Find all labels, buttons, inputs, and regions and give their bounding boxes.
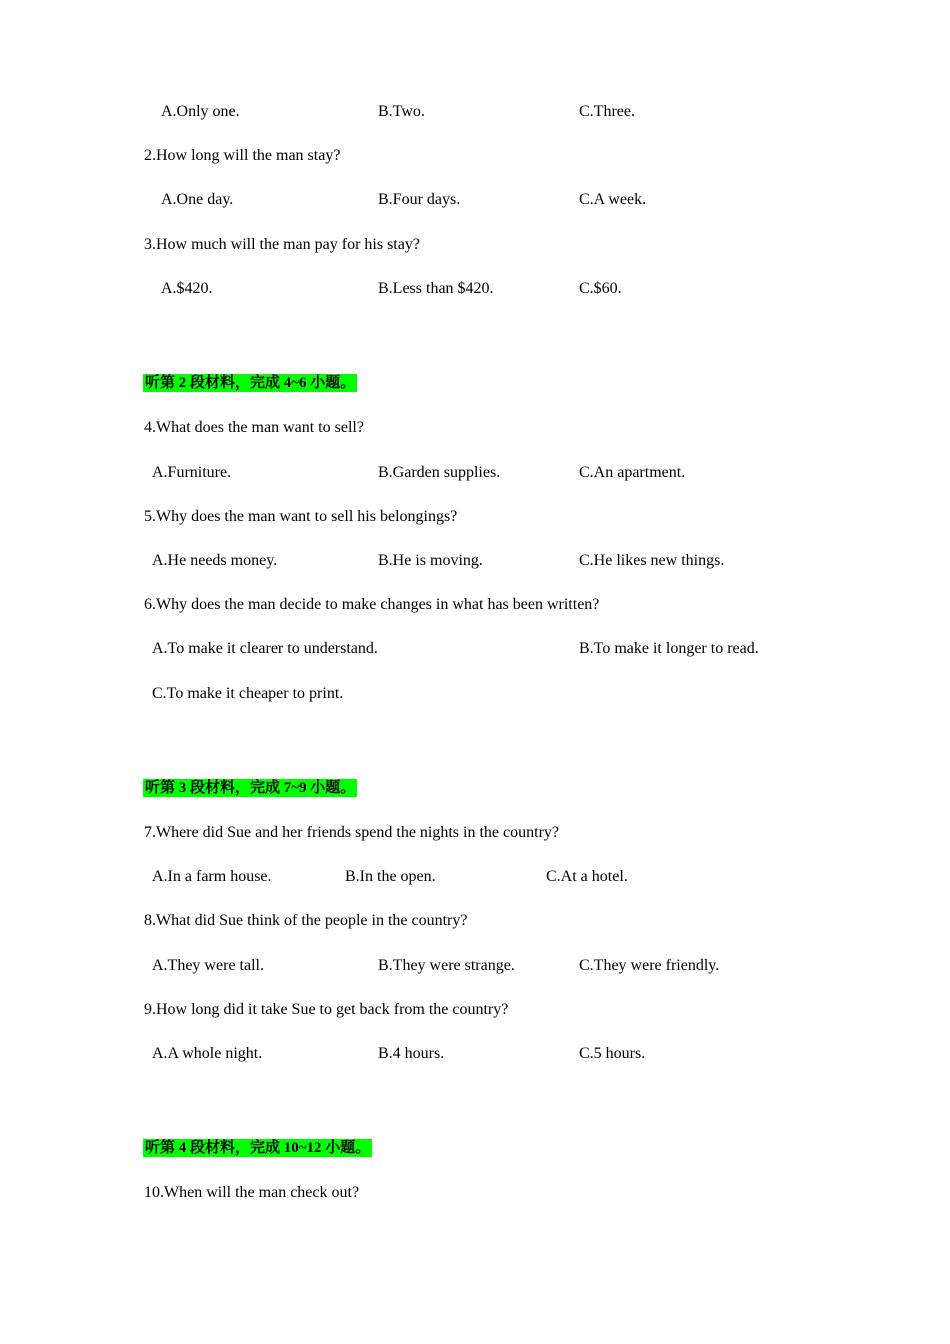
- q1-option-b: B.Two.: [378, 103, 425, 120]
- q10-question: 10.When will the man check out?: [144, 1184, 360, 1201]
- q5-option-b: B.He is moving.: [378, 552, 483, 569]
- section-4-heading: 听第 4 段材料，完成 10~12 小题。: [145, 1140, 371, 1156]
- q7-option-b: B.In the open.: [345, 868, 436, 885]
- q2-option-a: A.One day.: [161, 191, 234, 208]
- q9-option-b: B.4 hours.: [378, 1045, 445, 1062]
- q8-option-b: B.They were strange.: [378, 957, 515, 974]
- q2-question: 2.How long will the man stay?: [144, 147, 341, 164]
- q9-option-c: C.5 hours.: [579, 1045, 646, 1062]
- q5-option-c: C.He likes new things.: [579, 552, 725, 569]
- q3-option-b: B.Less than $420.: [378, 280, 494, 297]
- q7-option-a: A.In a farm house.: [152, 868, 272, 885]
- q8-option-c: C.They were friendly.: [579, 957, 720, 974]
- q3-option-c: C.$60.: [579, 280, 622, 297]
- q4-option-a: A.Furniture.: [152, 464, 232, 481]
- q3-option-a: A.$420.: [161, 280, 213, 297]
- section-2-heading: 听第 2 段材料，完成 4~6 小题。: [145, 375, 356, 391]
- q8-question: 8.What did Sue think of the people in the country?: [144, 912, 468, 929]
- q7-option-c: C.At a hotel.: [546, 868, 628, 885]
- q9-option-a: A.A whole night.: [152, 1045, 263, 1062]
- q4-option-b: B.Garden supplies.: [378, 464, 501, 481]
- q5-option-a: A.He needs money.: [152, 552, 278, 569]
- q7-question: 7.Where did Sue and her friends spend the nights in the country?: [144, 824, 559, 841]
- q2-option-b: B.Four days.: [378, 191, 461, 208]
- q9-question: 9.How long did it take Sue to get back from the country?: [144, 1001, 509, 1018]
- q8-option-a: A.They were tall.: [152, 957, 264, 974]
- q6-option-b: B.To make it longer to read.: [579, 640, 759, 657]
- q4-question: 4.What does the man want to sell?: [144, 419, 364, 436]
- q2-option-c: C.A week.: [579, 191, 647, 208]
- section-3-heading: 听第 3 段材料，完成 7~9 小题。: [145, 780, 356, 796]
- q6-option-c: C.To make it cheaper to print.: [152, 685, 344, 702]
- q3-question: 3.How much will the man pay for his stay?: [144, 236, 420, 253]
- q5-question: 5.Why does the man want to sell his belongings?: [144, 508, 458, 525]
- q1-option-a: A.Only one.: [161, 103, 240, 120]
- q4-option-c: C.An apartment.: [579, 464, 686, 481]
- q1-option-c: C.Three.: [579, 103, 635, 120]
- q6-option-a: A.To make it clearer to understand.: [152, 640, 378, 657]
- q6-question: 6.Why does the man decide to make changes in what has been written?: [144, 596, 600, 613]
